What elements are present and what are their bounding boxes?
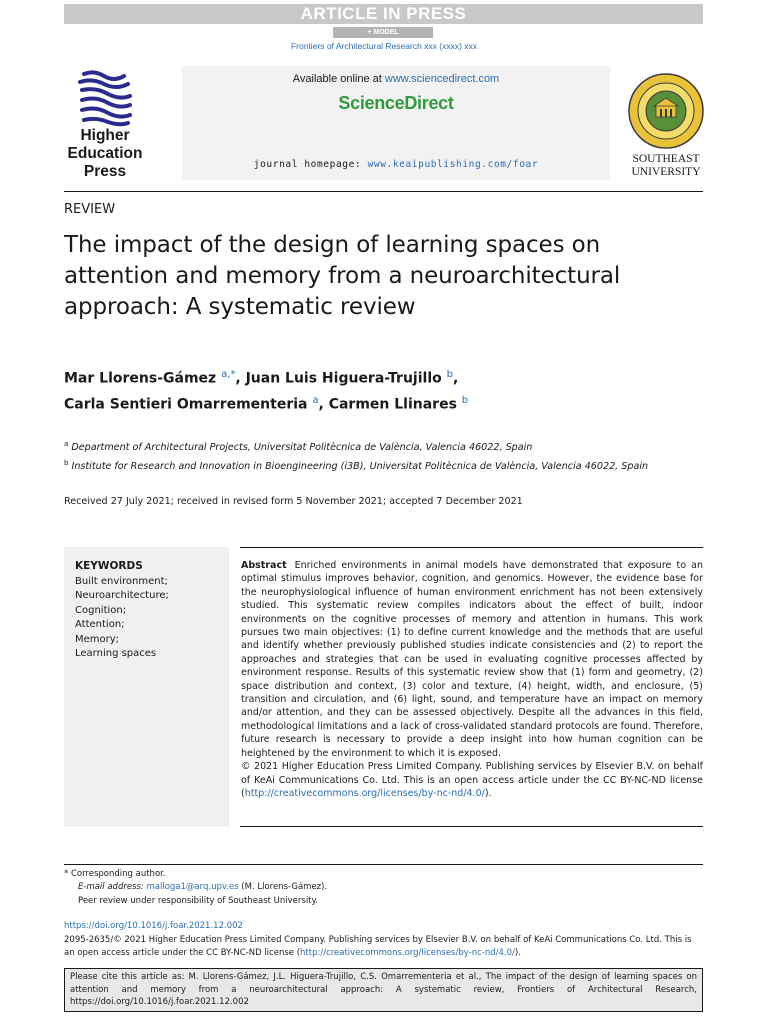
affiliations (64, 437, 684, 474)
model-badge: + MODEL (333, 27, 433, 38)
received-dates: Received 27 July 2021; received in revised form 5 November 2021; accepted 7 December 2021 (64, 496, 523, 507)
author-list (64, 364, 684, 415)
author-separator: , (452, 370, 459, 387)
author-name: Carmen Llinares (328, 396, 457, 413)
keyword-item: Memory; (75, 633, 120, 645)
journal-reference: Frontiers of Architectural Research xxx (xxxx) xxx (290, 41, 478, 51)
homepage-link[interactable]: www.keaipublishing.com/foar (367, 159, 539, 170)
author-name: Carla Sentieri Omarrementeria (64, 396, 308, 413)
keywords-title: KEYWORDS (75, 560, 143, 572)
affiliation-text: Department of Architectural Projects, Universitat Politècnica de València, Valencia 46022, Spain (71, 442, 533, 454)
affiliation-text: Institute for Research and Innovation in Bioengineering (i3B), Universitat Politècnica de València, Valencia 46022, Spain (71, 460, 649, 472)
abstract-text: Enriched environments in animal models have demonstrated that exposure to an optimal stimulus improves behavior, cognition, and genomics. However, the evidence base for the neurophysiological influence of human environment enrichment has not been extensively studied. This systematic review compiles indicators about the effect of built, indoor environments on the cognitive processes of memory and attention in humans. This work pursues two main objectives: (1) to define current knowledge and the methods that are useful and identify whether previously published studies indicate consistencies and (2) to report the approaches and strategies that can be used in evaluating cognitive processes affected by environment response. Results of this systematic review show that (1) form and geometry, (2) space distribution and context, (3) color and texture, (4) height, width, and enclosure, (5) transition and circulation, and (6) light, sound, and temperature have an impact on memory and/or attention, and they can be assessed objectively. Despite all the advances in this field, methodological limitations and a lack of cross-validated standard protocols are found. Therefore, future research is necessary to provide a deep insight into how human cognition can be heightened by the environment to which it is exposed. (241, 560, 703, 759)
email-note (64, 881, 703, 894)
email-link[interactable]: malloga1@arq.upv.es (146, 882, 239, 893)
article-title: The impact of the design of learning spaces on attention and memory from a neuroarchitectural approach: A systematic review (64, 232, 621, 320)
abstract-label: Abstract (241, 560, 287, 571)
affiliation-item (64, 456, 684, 475)
author-separator: , (318, 396, 329, 413)
copyright-end: ). (484, 787, 492, 799)
author-name: Juan Luis Higuera-Trujillo (245, 370, 442, 387)
author-affiliation-mark[interactable]: a (312, 394, 319, 406)
header-divider (64, 191, 703, 192)
hep-logo-text: Higher Education Press (67, 127, 143, 180)
available-prefix: Available online at (292, 73, 385, 85)
article-in-press-banner: ARTICLE IN PRESS (64, 4, 703, 24)
affiliation-mark: b (64, 458, 69, 467)
sciencedirect-link[interactable]: www.sciencedirect.com (384, 73, 500, 85)
keyword-item: Built environment; (75, 576, 168, 587)
corresponding-author-note: * Corresponding author. (64, 869, 166, 879)
author-name: Mar Llorens-Gámez (64, 370, 217, 387)
keyword-item: Learning spaces (75, 648, 157, 660)
journal-homepage (182, 159, 610, 170)
affiliation-mark: a (64, 440, 69, 448)
email-label: E-mail address: (78, 882, 147, 893)
keywords-list (75, 575, 169, 661)
issn-copyright (64, 934, 703, 959)
citation-box: Please cite this article as: M. Llorens-Gámez, J.L. Higuera-Trujillo, C.S. Omarrementeria et al., The impact of the design of learning spaces on attention and memory from a neuroarchitectural approach: A systematic review, Frontiers of Architectural Research, https://doi.org/10.1016/j.foar.2021.12.002 (64, 968, 703, 1012)
email-owner: (M. Llorens-Gámez). (238, 882, 328, 893)
abstract-top-rule (240, 547, 703, 548)
keyword-item: Neuroarchitecture; (75, 590, 169, 602)
southeast-university-seal-icon (627, 72, 705, 150)
peer-review-note: Peer review under responsibility of Southeast University. (78, 895, 319, 906)
homepage-prefix: journal homepage: (253, 159, 368, 170)
sciencedirect-logo: ScienceDirect (338, 93, 454, 113)
issn-text: 2095-2635/© 2021 Higher Education Press Limited Company. Publishing services by Elsevier B.V. on behalf of KeAi Communications Co. Ltd. This is an open access article under the CC BY-NC-ND license ( (64, 935, 692, 958)
author-separator: , (235, 370, 246, 387)
doi-link[interactable]: https://doi.org/10.1016/j.foar.2021.12.002 (64, 921, 243, 931)
issn-end: ). (514, 947, 521, 958)
author-affiliation-mark[interactable]: b (461, 394, 469, 406)
footnotes (64, 868, 703, 908)
author-affiliation-mark[interactable]: b (446, 369, 453, 380)
article-type: REVIEW (64, 202, 116, 217)
issn-license-link[interactable]: http://creativecommons.org/licenses/by-nc-nd/4.0/ (300, 947, 515, 958)
affiliation-item (64, 437, 684, 456)
keyword-item: Attention; (75, 619, 125, 631)
footnote-divider (64, 864, 703, 865)
southeast-university-text: SOUTHEAST UNIVERSITY (631, 153, 701, 178)
available-online (182, 73, 610, 85)
abstract (241, 559, 703, 800)
license-link[interactable]: http://creativecommons.org/licenses/by-nc-nd/4.0/ (244, 787, 485, 799)
keyword-item: Cognition; (75, 604, 127, 616)
abstract-bottom-rule (240, 826, 703, 827)
author-affiliation-mark[interactable]: a,* (221, 369, 236, 380)
copyright-text: © 2021 Higher Education Press Limited Company. Publishing services by Elsevier B.V. on behalf of KeAi Communications Co. Ltd. This is an open access article under the CC BY-NC-ND license ( (241, 761, 703, 799)
abstract-copyright (241, 760, 703, 800)
